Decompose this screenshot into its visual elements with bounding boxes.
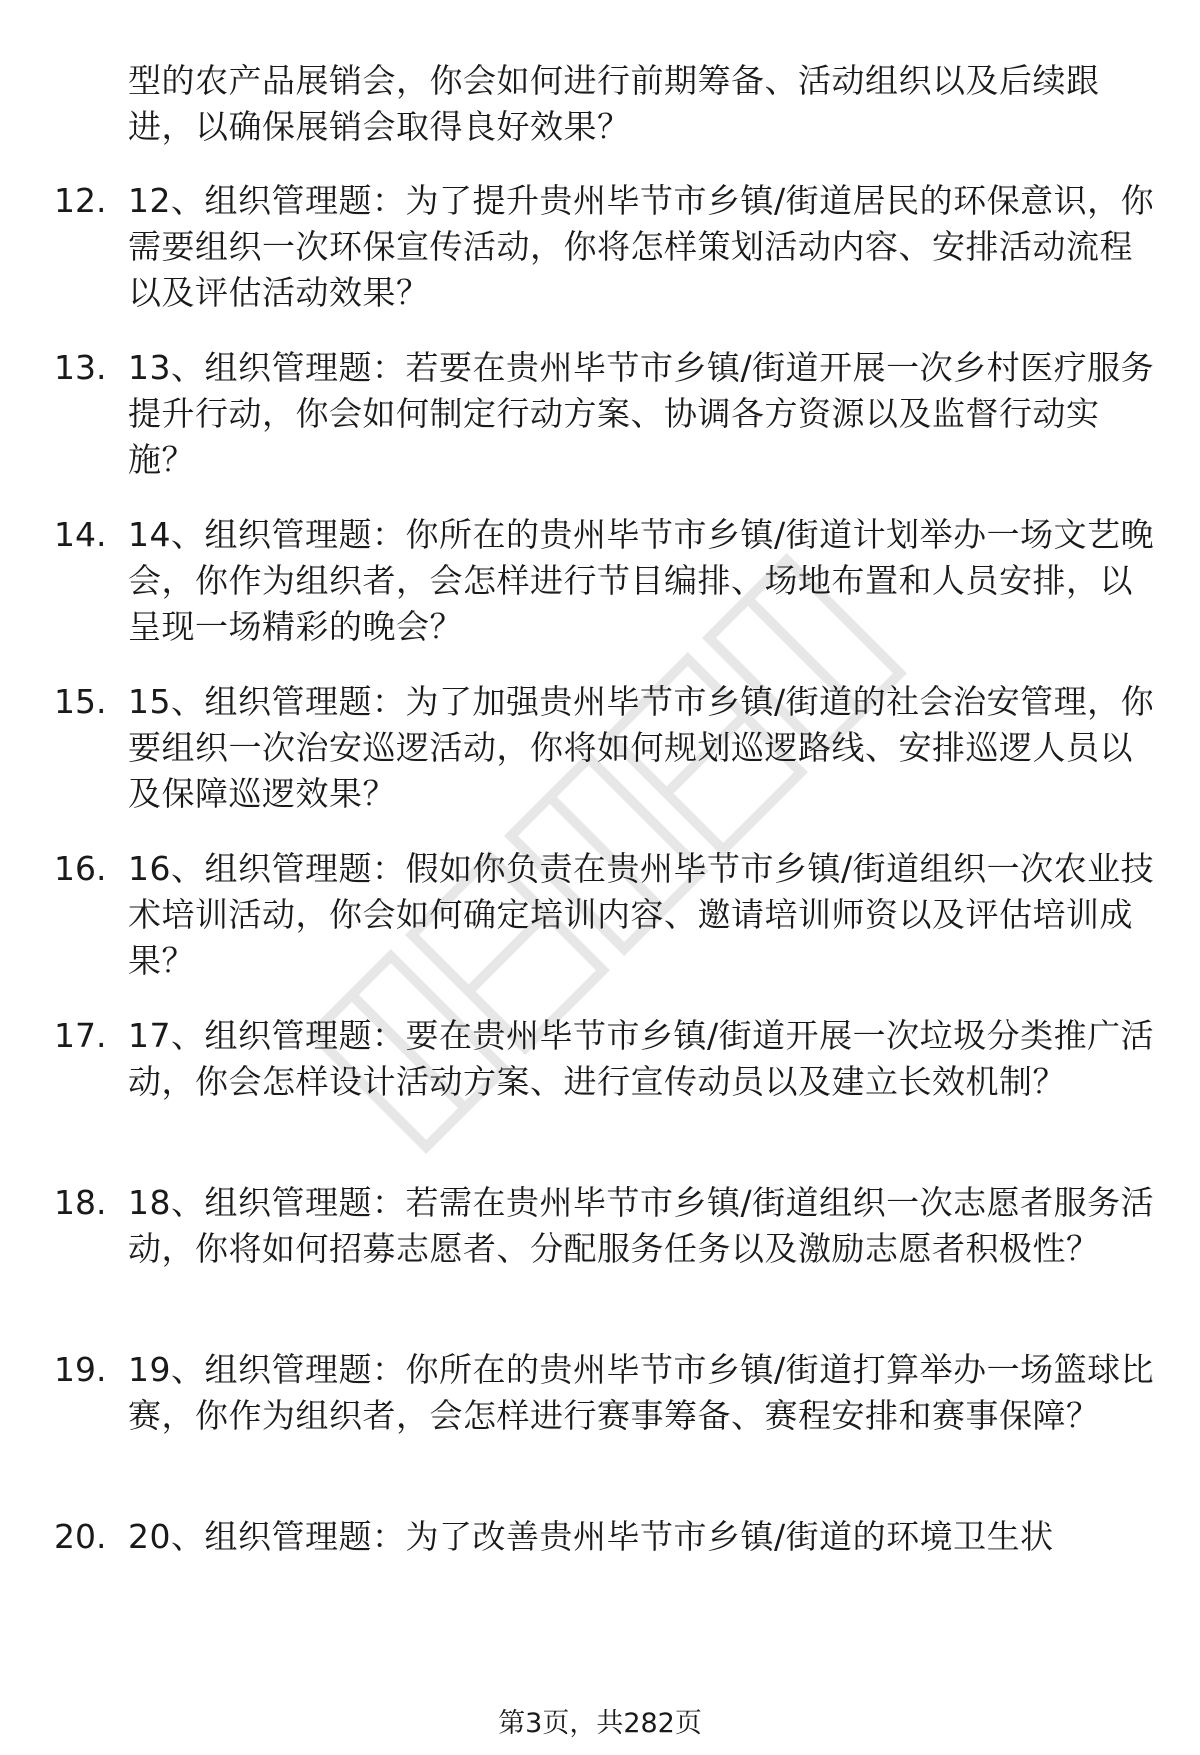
item-number: 18. [54, 1183, 107, 1222]
item-number: 17. [54, 1016, 107, 1055]
continuation-paragraph: 型的农产品展销会，你会如何进行前期筹备、活动组织以及后续跟进，以确保展销会取得良好效果？ [128, 61, 1100, 146]
item-number: 14. [54, 515, 107, 554]
item-text: 20、组织管理题：为了改善贵州毕节市乡镇/街道的环境卫生状 [128, 1517, 1054, 1556]
item-number: 20. [54, 1517, 107, 1556]
page-footer: 第3页，共282页 [498, 1708, 702, 1739]
item-number: 15. [54, 682, 107, 721]
item-text: 19、组织管理题：你所在的贵州毕节市乡镇/街道打算举办一场篮球比赛，你作为组织者，会怎样进行赛事筹备、赛程安排和赛事保障？ [128, 1350, 1155, 1435]
item-text: 15、组织管理题：为了加强贵州毕节市乡镇/街道的社会治安管理，你要组织一次治安巡逻活动，你将如何规划巡逻路线、安排巡逻人员以及保障巡逻效果？ [128, 682, 1155, 813]
item-text: 12、组织管理题：为了提升贵州毕节市乡镇/街道居民的环保意识，你需要组织一次环保宣传活动，你将怎样策划活动内容、安排活动流程以及评估活动效果？ [128, 181, 1155, 312]
item-text: 13、组织管理题：若要在贵州毕节市乡镇/街道开展一次乡村医疗服务提升行动，你会如何制定行动方案、协调各方资源以及监督行动实施？ [128, 348, 1155, 479]
item-number: 13. [54, 348, 107, 387]
item-number: 12. [54, 181, 107, 220]
item-text: 18、组织管理题：若需在贵州毕节市乡镇/街道组织一次志愿者服务活动，你将如何招募志愿者、分配服务任务以及激励志愿者积极性？ [128, 1183, 1155, 1268]
item-text: 17、组织管理题：要在贵州毕节市乡镇/街道开展一次垃圾分类推广活动，你会怎样设计活动方案、进行宣传动员以及建立长效机制？ [128, 1016, 1155, 1101]
item-text: 14、组织管理题：你所在的贵州毕节市乡镇/街道计划举办一场文艺晚会，你作为组织者，会怎样进行节目编排、场地布置和人员安排，以呈现一场精彩的晚会？ [128, 515, 1155, 646]
item-number: 19. [54, 1350, 107, 1389]
item-number: 16. [54, 849, 107, 888]
item-text: 16、组织管理题：假如你负责在贵州毕节市乡镇/街道组织一次农业技术培训活动，你会如何确定培训内容、邀请培训师资以及评估培训成果？ [128, 849, 1155, 980]
